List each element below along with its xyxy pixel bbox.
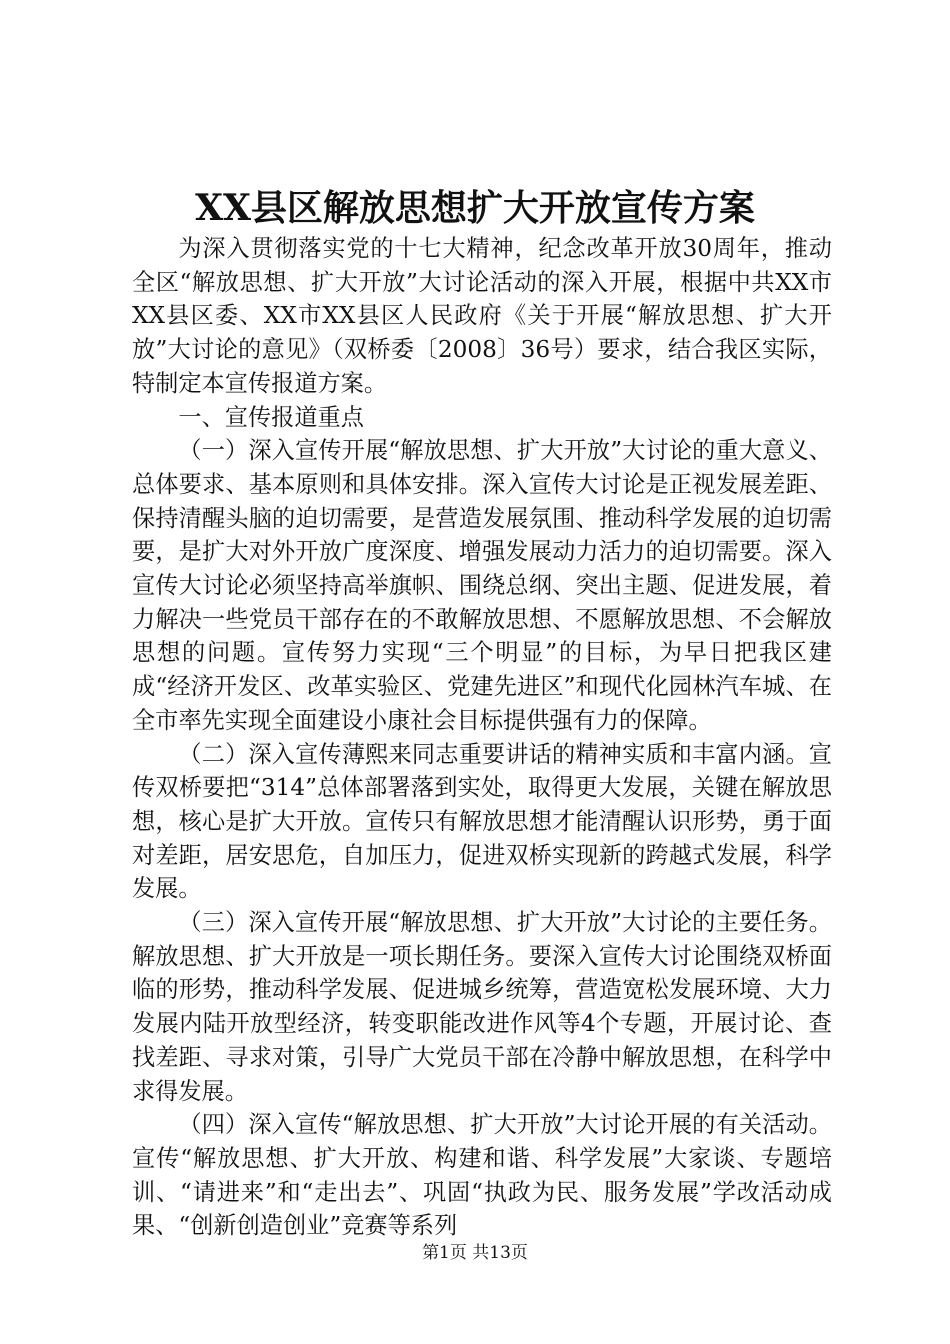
paragraph-item-2: （二）深入宣传薄熙来同志重要讲话的精神实质和丰富内涵。宣传双桥要把“314”总体部署落到实处，取得更大发展，关键在解放思想，核心是扩大开放。宣传只有解放思想才能清醒认识形势，勇于面对差距，居安思危，自加压力，促进双桥实现新的跨越式发展，科学发展。 [132,740,832,903]
document-title: XX县区解放思想扩大开放宣传方案 [195,187,755,229]
page-number-footer: 第1页 共13页 [422,1243,528,1263]
paragraph-item-4: （四）深入宣传“解放思想、扩大开放”大讨论开展的有关活动。宣传“解放思想、扩大开放、构建和谐、科学发展”大家谈、专题培训、“请进来”和“走出去”、巩固“执政为民、服务发展”学改活动成果、“创新创造创业”竞赛等系列 [132,1111,832,1240]
document-body [132,232,832,1243]
section-heading-1: 一、宣传报道重点 [178,403,364,431]
paragraph-item-3: （三）深入宣传开展“解放思想、扩大开放”大讨论的主要任务。解放思想、扩大开放是一项长期任务。要深入宣传大讨论围绕双桥面临的形势，推动科学发展、促进城乡统筹，营造宽松发展环境、大力发展内陆开放型经济，转变职能改进作风等4个专题，开展讨论、查找差距、寻求对策，引导广大党员干部在冷静中解放思想，在科学中求得发展。 [132,909,832,1105]
paragraph-item-1: （一）深入宣传开展“解放思想、扩大开放”大讨论的重大意义、总体要求、基本原则和具体安排。深入宣传大讨论是正视发展差距、保持清醒头脑的迫切需要，是营造发展氛围、推动科学发展的迫切需要，是扩大对外开放广度深度、增强发展动力活力的迫切需要。深入宣传大讨论必须坚持高举旗帜、围绕总纲、突出主题、促进发展，着力解决一些党员干部存在的不敢解放思想、不愿解放思想、不会解放思想的问题。宣传努力实现“三个明显”的目标，为早日把我区建成“经济开发区、改革实验区、党建先进区”和现代化园林汽车城、在全市率先实现全面建设小康社会目标提供强有力的保障。 [132,437,832,734]
paragraph-intro: 为深入贯彻落实党的十七大精神，纪念改革开放30周年，推动全区“解放思想、扩大开放”大讨论活动的深入开展，根据中共XX市XX县区委、XX市XX县区人民政府《关于开展“解放思想、扩大开放”大讨论的意见》（双桥委〔2008〕36号）要求，结合我区实际，特制定本宣传报道方案。 [132,235,832,397]
